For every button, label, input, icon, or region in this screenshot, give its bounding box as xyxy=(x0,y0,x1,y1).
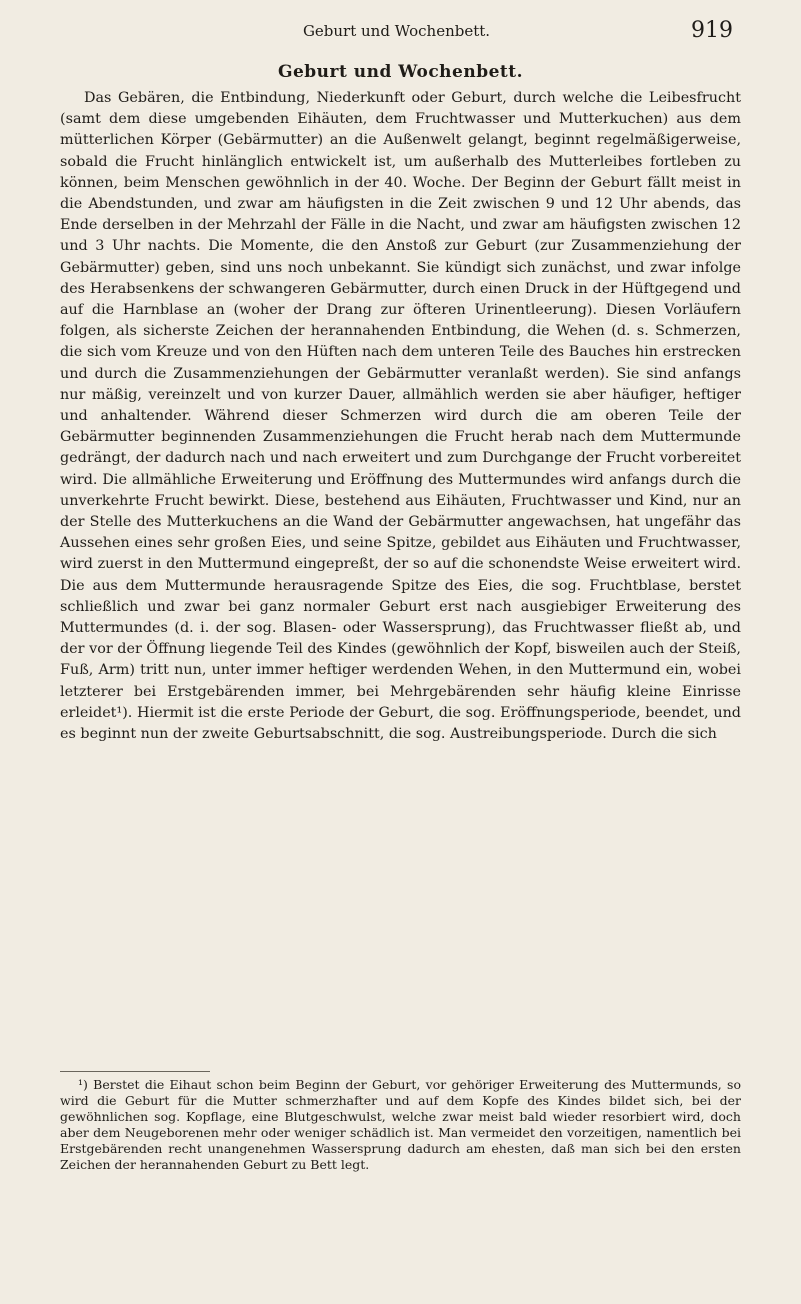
footnote-text: ¹) Berstet die Eihaut schon beim Beginn der Geburt, vor gehöriger Erweiterung des Muttermunds, so wird die Geburt für die Mutter schmerzhafter und auf dem Kopfe des Kindes bildet sich, bei der gewöhnlichen sog. Kopflage, eine Blutgeschwulst, welche zwar meist bald wieder resorbiert wird, doch aber dem Neugeborenen mehr oder weniger schädlich ist. Man vermeidet den vorzeitigen, namentlich bei Erstgebärenden recht unangenehmen Wassersprung dadurch am ehesten, daß man sich bei den ersten Zeichen der herannahenden Geburt zu Bett legt. xyxy=(60,1077,741,1173)
footnote-block xyxy=(60,1077,741,1174)
running-head-title: Geburt und Wochenbett. xyxy=(302,22,491,40)
running-head xyxy=(60,18,733,44)
body-text-block xyxy=(60,88,741,745)
section-heading: Geburt und Wochenbett. xyxy=(277,62,524,82)
footnote-divider xyxy=(60,1071,210,1072)
body-paragraph: Das Gebären, die Entbindung, Niederkunft oder Geburt, durch welche die Leibesfrucht (samt dem diese umgebenden Eihäuten, dem Fruchtwasser und Mutterkuchen) aus dem mütterlichen Körper (Gebärmutter) an die Außenwelt gelangt, beginnt regelmäßigerweise, sobald die Frucht hinlänglich entwickelt ist, um außerhalb des Mutterleibes fortleben zu können, beim Menschen gewöhnlich in der 40. Woche. Der Beginn der Geburt fällt meist in die Abendstunden, und zwar am häufigsten in die Zeit zwischen 9 und 12 Uhr abends, das Ende derselben in der Mehrzahl der Fälle in die Nacht, und zwar am häufigsten zwischen 12 und 3 Uhr nachts. Die Momente, die den Anstoß zur Geburt (zur Zusammenziehung der Gebärmutter) geben, sind uns noch unbekannt. Sie kündigt sich zunächst, und zwar infolge des Herabsenkens der schwangeren Gebärmutter, durch einen Druck in der Hüftgegend und auf die Harnblase an (woher der Drang zur öfteren Urinentleerung). Diesen Vorläufern folgen, als sicherste Zeichen der herannahenden Entbindung, die Wehen (d. s. Schmerzen, die sich vom Kreuze und von den Hüften nach dem unteren Teile des Bauches hin erstrecken und durch die Zusammenziehungen der Gebärmutter veranlaßt werden). Sie sind anfangs nur mäßig, vereinzelt und von kurzer Dauer, allmählich werden sie aber häufiger, heftiger und anhaltender. Während dieser Schmerzen wird durch die am oberen Teile der Gebärmutter beginnenden Zusammenziehungen die Frucht herab nach dem Muttermunde gedrängt, der dadurch nach und nach erweitert und zum Durchgange der Frucht vorbereitet wird. Die allmähliche Erweiterung und Eröffnung des Muttermundes wird anfangs durch die unverkehrte Frucht bewirkt. Diese, bestehend aus Eihäuten, Fruchtwasser und Kind, nur an der Stelle des Mutterkuchens an die Wand der Gebärmutter angewachsen, hat ungefähr das Aussehen eines sehr großen Eies, und seine Spitze, gebildet aus Eihäuten und Fruchtwasser, wird zuerst in den Muttermund eingepreßt, der so auf die schonendste Weise erweitert wird. Die aus dem Muttermunde herausragende Spitze des Eies, die sog. Fruchtblase, berstet schließlich und zwar bei ganz normaler Geburt erst nach ausgiebiger Erweiterung des Muttermundes (d. i. der sog. Blasen- oder Wassersprung), das Fruchtwasser fließt ab, und der vor der Öffnung liegende Teil des Kindes (gewöhnlich der Kopf, bisweilen auch der Steiß, Fuß, Arm) tritt nun, unter immer heftiger werdenden Wehen, in den Muttermund ein, wobei letzterer bei Erstgebärenden immer, bei Mehrgebärenden sehr häufig kleine Einrisse erleidet¹). Hiermit ist die erste Periode der Geburt, die sog. Eröffnungsperiode, beendet, und es beginnt nun der zweite Geburtsabschnitt, die sog. Austreibungsperiode. Durch die sich xyxy=(60,90,741,743)
page-number: 919 xyxy=(691,18,733,43)
